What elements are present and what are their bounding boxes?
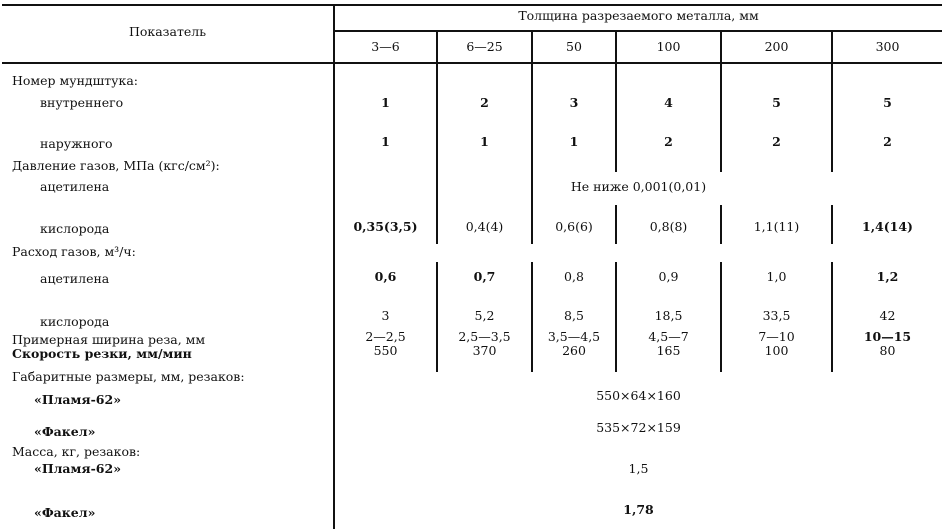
cell: 0,7 — [473, 269, 496, 284]
row-label-oxygen-pressure: кислорода — [40, 221, 110, 236]
col-header-5: 200 — [764, 39, 789, 54]
section-pressure: Давление газов, МПа (кгс/см²): — [12, 158, 220, 173]
col-header-4: 100 — [656, 39, 681, 54]
cell: 1,2 — [876, 269, 899, 284]
cell: 1 — [381, 134, 390, 149]
cell: 1 — [480, 134, 489, 149]
cell: 0,9 — [658, 269, 679, 284]
cell: 3 — [381, 308, 390, 323]
cell: 33,5 — [762, 308, 791, 323]
row-label-inner: внутреннего — [40, 95, 124, 110]
cell: 2—2,5 — [365, 329, 406, 344]
cell: 1,0 — [766, 269, 787, 284]
cell: 10—15 — [863, 329, 912, 344]
section-consumption: Расход газов, м³/ч: — [12, 244, 136, 259]
cell: 5,2 — [474, 308, 495, 323]
row-label-mass-plamya: «Пламя-62» — [34, 461, 122, 476]
cell: 3,5—4,5 — [547, 329, 601, 344]
row-label-mass-fakel: «Факел» — [34, 505, 96, 520]
cell: 18,5 — [654, 308, 683, 323]
cell: 2 — [883, 134, 892, 149]
section-tip-number: Номер мундштука: — [12, 73, 138, 88]
col-header-1: 3—6 — [371, 39, 400, 54]
cell: 5 — [772, 95, 781, 110]
table-top-border — [2, 4, 942, 6]
col-header-3: 50 — [566, 39, 582, 54]
cell-mass-plamya: 1,5 — [628, 461, 649, 476]
header-indicator: Показатель — [128, 24, 207, 39]
cell: 100 — [764, 343, 789, 358]
header-sub-border — [334, 30, 942, 32]
row-label-oxygen-consumption: кислорода — [40, 314, 110, 329]
cell: 2 — [480, 95, 489, 110]
row-label-acetylene-pressure: ацетилена — [40, 179, 110, 194]
row-label-dim-plamya: «Пламя-62» — [34, 392, 122, 407]
section-dimensions: Габаритные размеры, мм, резаков: — [12, 369, 245, 384]
cell: 0,6 — [374, 269, 397, 284]
cell: 2,5—3,5 — [458, 329, 511, 344]
cell: 1 — [569, 134, 579, 149]
row-label-cut-width: Примерная ширина реза, мм — [12, 332, 206, 347]
cell-dim-plamya: 550×64×160 — [596, 388, 681, 403]
section-mass: Масса, кг, резаков: — [12, 444, 141, 459]
cell-mass-fakel: 1,78 — [623, 502, 654, 517]
cell: 3 — [569, 95, 579, 110]
cell: 0,35(3,5) — [353, 219, 418, 234]
cell: 0,4(4) — [465, 219, 504, 234]
col-header-2: 6—25 — [466, 39, 503, 54]
header-thickness: Толщина разрезаемого металла, мм — [518, 8, 759, 23]
cell: 550 — [373, 343, 398, 358]
cell: 165 — [656, 343, 681, 358]
cell: 2 — [772, 134, 781, 149]
cell: 1,1(11) — [753, 219, 800, 234]
cell: 0,8(8) — [649, 219, 688, 234]
row-label-dim-fakel: «Факел» — [34, 424, 96, 439]
cell: 8,5 — [564, 308, 584, 323]
cell: 5 — [883, 95, 892, 110]
header-bottom-border — [2, 62, 942, 64]
cell: 0,6(6) — [555, 219, 593, 234]
cell: 4,5—7 — [648, 329, 689, 344]
cell: 2 — [664, 134, 673, 149]
cell-dim-fakel: 535×72×159 — [596, 420, 681, 435]
cell: 0,8 — [564, 269, 584, 284]
cell: 7—10 — [758, 329, 795, 344]
cell: 80 — [879, 343, 896, 358]
cell: 1,4(14) — [862, 219, 913, 234]
row-label-cut-speed: Скорость резки, мм/мин — [12, 346, 192, 361]
row-label-acetylene-consumption: ацетилена — [40, 271, 110, 286]
cell: 4 — [664, 95, 673, 110]
col-header-6: 300 — [875, 39, 900, 54]
cell: 260 — [562, 343, 586, 358]
row-label-outer: наружного — [40, 136, 113, 151]
cell-acetylene-pressure: Не ниже 0,001(0,01) — [570, 179, 707, 194]
cell: 1 — [381, 95, 390, 110]
cell: 370 — [472, 343, 497, 358]
cell: 42 — [879, 308, 896, 323]
column-divider — [333, 4, 335, 529]
